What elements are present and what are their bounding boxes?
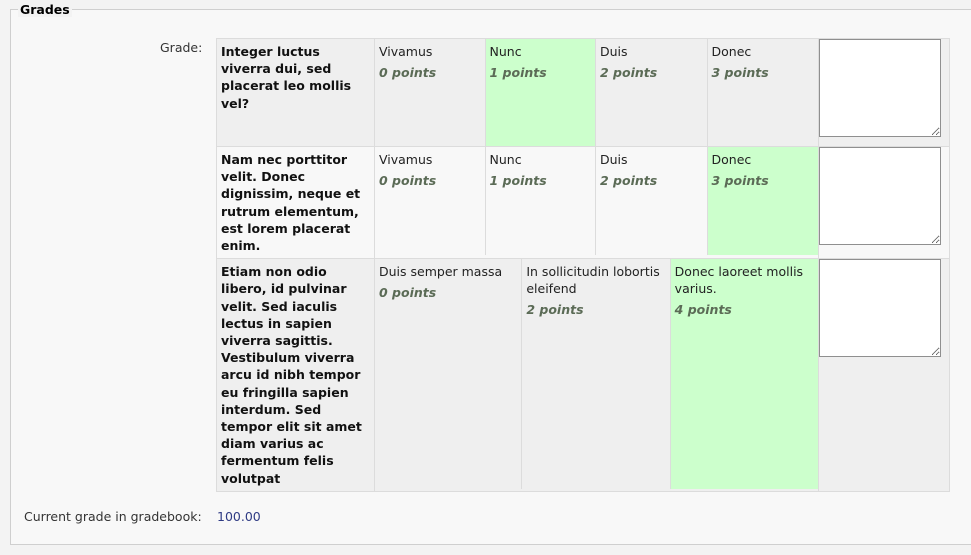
levels-cell — [375, 259, 819, 492]
level-option[interactable] — [596, 39, 708, 146]
level-option[interactable] — [708, 39, 819, 146]
levels-row — [375, 259, 818, 489]
level-definition: Donec — [711, 152, 752, 167]
level-definition: In sollicitudin lobortis eleifend — [526, 264, 660, 297]
remark-textarea[interactable] — [819, 147, 941, 245]
remark-textarea[interactable] — [819, 39, 941, 137]
criterion-description-cell — [217, 259, 375, 492]
level-definition: Vivamus — [379, 44, 433, 59]
criterion-description: Integer luctus viverra dui, sed placerat leo mollis vel? — [221, 44, 352, 111]
level-definition: Duis — [600, 44, 628, 59]
current-grade-value: 100.00 — [217, 509, 261, 524]
level-option[interactable] — [375, 259, 522, 489]
level-points: 0 points — [379, 65, 437, 80]
level-points: 0 points — [379, 173, 437, 188]
level-points: 2 points — [526, 302, 584, 318]
level-points: 4 points — [674, 302, 732, 318]
remark-textarea[interactable] — [819, 259, 941, 357]
current-grade-label: Current grade in gradebook: — [24, 509, 202, 524]
level-points: 2 points — [600, 173, 658, 188]
level-option[interactable] — [375, 39, 486, 146]
grade-label: Grade: — [160, 40, 203, 55]
remark-cell — [819, 147, 950, 259]
level-definition: Nunc — [489, 44, 522, 59]
level-option-selected[interactable] — [486, 39, 597, 146]
level-option-selected[interactable] — [708, 147, 819, 255]
level-definition: Vivamus — [379, 152, 433, 167]
remark-cell — [819, 259, 950, 492]
criterion-description-cell — [217, 147, 375, 259]
criterion-row — [217, 259, 950, 492]
level-points: 2 points — [600, 65, 658, 80]
level-definition: Nunc — [489, 152, 522, 167]
remark-cell — [819, 39, 950, 147]
level-definition: Duis semper massa — [379, 264, 503, 280]
grades-legend: Grades — [20, 2, 70, 17]
levels-row — [375, 39, 818, 146]
criterion-row — [217, 147, 950, 259]
levels-row — [375, 147, 818, 255]
level-definition: Donec laoreet mollis varius. — [674, 264, 804, 297]
level-definition: Donec — [711, 44, 752, 59]
rubric-table — [216, 38, 950, 492]
level-points: 1 points — [489, 173, 547, 188]
level-points: 3 points — [711, 173, 769, 188]
level-option[interactable] — [522, 259, 670, 489]
level-definition: Duis — [600, 152, 628, 167]
criterion-description: Etiam non odio libero, id pulvinar velit. Sed iaculis lectus in sapien viverra sagittis. Vestibulum viverra arcu id nibh tempor eu fringilla sapien interdum. Sed tempor elit sit amet diam varius ac fermentum felis volutpat — [221, 264, 362, 486]
criterion-description-cell — [217, 39, 375, 147]
level-option[interactable] — [375, 147, 486, 255]
level-points: 0 points — [379, 285, 437, 301]
level-option[interactable] — [596, 147, 708, 255]
level-option-selected[interactable] — [671, 259, 818, 489]
levels-cell — [375, 39, 819, 147]
criterion-description: Nam nec porttitor velit. Donec dignissim, neque et rutrum elementum, est lorem placerat enim. — [221, 152, 361, 254]
level-points: 1 points — [489, 65, 547, 80]
levels-cell — [375, 147, 819, 259]
level-option[interactable] — [486, 147, 597, 255]
level-points: 3 points — [711, 65, 769, 80]
criterion-row — [217, 39, 950, 147]
